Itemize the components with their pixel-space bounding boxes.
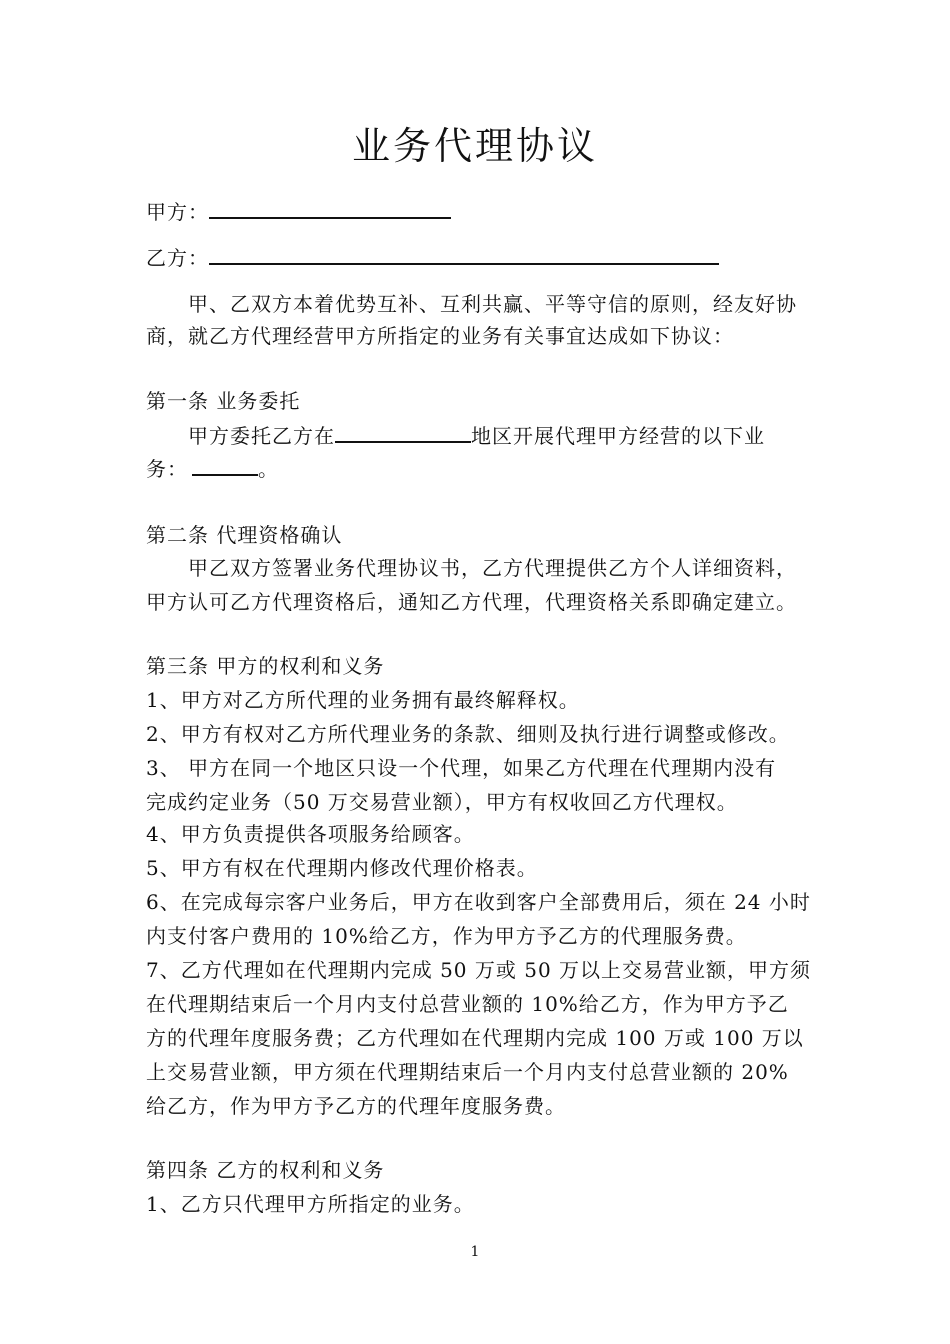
article-1-line-2-pre: 务： <box>146 457 188 481</box>
article-3-line: 1、甲方对乙方所代理的业务拥有最终解释权。 <box>146 688 580 712</box>
party-b-label: 乙方： <box>146 246 209 270</box>
article-3-heading: 第三条 甲方的权利和义务 <box>146 654 385 678</box>
article-3-line: 内支付客户费用的 10%给乙方，作为甲方予乙方的代理服务费。 <box>146 924 747 948</box>
article-3-line: 3、 甲方在同一个地区只设一个代理，如果乙方代理在代理期内没有 <box>146 756 777 780</box>
article-1-heading: 第一条 业务委托 <box>146 389 301 413</box>
article-3-line: 2、甲方有权对乙方所代理业务的条款、细则及执行进行调整或修改。 <box>146 722 790 746</box>
article-3-line: 6、在完成每宗客户业务后，甲方在收到客户全部费用后，须在 24 小时 <box>146 890 811 914</box>
article-1-line-1-pre: 甲方委托乙方在 <box>188 424 335 448</box>
article-2-line-1: 甲乙双方签署业务代理协议书，乙方代理提供乙方个人详细资料， <box>188 556 797 580</box>
article-3-line: 给乙方，作为甲方予乙方的代理年度服务费。 <box>146 1094 566 1118</box>
article-2-heading: 第二条 代理资格确认 <box>146 523 343 547</box>
region-blank[interactable] <box>335 421 471 443</box>
preamble-line-1: 甲、乙双方本着优势互补、互利共赢、平等守信的原则，经友好协 <box>188 292 797 316</box>
article-1-line-1 <box>188 420 765 452</box>
document-title: 业务代理协议 <box>351 124 598 168</box>
article-3-line: 完成约定业务（50 万交易营业额），甲方有权收回乙方代理权。 <box>146 790 738 814</box>
article-3-line: 5、甲方有权在代理期内修改代理价格表。 <box>146 856 538 880</box>
article-4-heading: 第四条 乙方的权利和义务 <box>146 1158 385 1182</box>
article-2-line-2: 甲方认可乙方代理资格后，通知乙方代理，代理资格关系即确定建立。 <box>146 590 797 614</box>
article-3-line: 方的代理年度服务费；乙方代理如在代理期内完成 100 万或 100 万以 <box>146 1026 804 1050</box>
article-1-line-1-post: 地区开展代理甲方经营的以下业 <box>471 424 765 448</box>
party-a-blank[interactable] <box>209 197 451 219</box>
article-4-line: 1、乙方只代理甲方所指定的业务。 <box>146 1192 475 1216</box>
party-b-blank[interactable] <box>209 243 719 265</box>
article-3-line: 上交易营业额，甲方须在代理期结束后一个月内支付总营业额的 20% <box>146 1060 789 1084</box>
preamble-line-2: 商，就乙方代理经营甲方所指定的业务有关事宜达成如下协议： <box>146 324 734 348</box>
article-3-line: 4、甲方负责提供各项服务给顾客。 <box>146 822 475 846</box>
article-1-line-2-post: 。 <box>258 457 279 481</box>
article-3-line: 在代理期结束后一个月内支付总营业额的 10%给乙方，作为甲方予乙 <box>146 992 789 1016</box>
article-3-line: 7、乙方代理如在代理期内完成 50 万或 50 万以上交易营业额，甲方须 <box>146 958 812 982</box>
party-a-line <box>146 196 451 228</box>
business-blank[interactable] <box>192 454 258 476</box>
article-1-line-2 <box>146 453 279 485</box>
party-a-label: 甲方： <box>146 200 209 224</box>
page-number: 1 <box>470 1244 480 1260</box>
party-b-line <box>146 242 719 274</box>
